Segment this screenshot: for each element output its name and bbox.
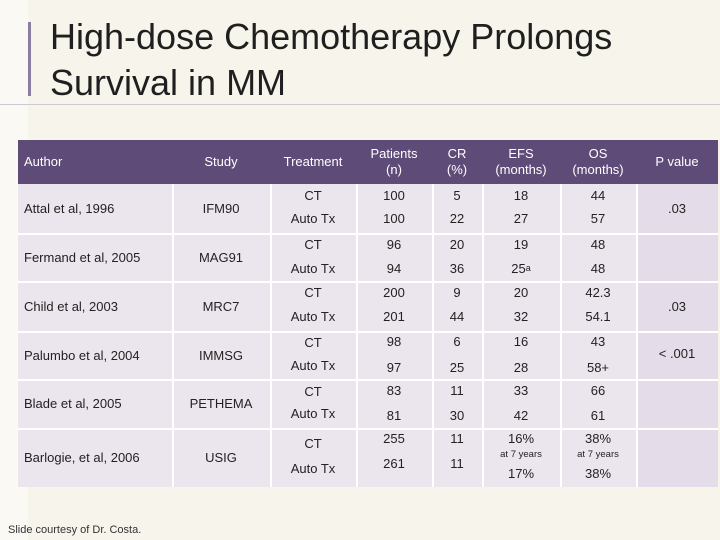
arm-os: 48: [590, 260, 606, 276]
arm-patients: 98: [386, 333, 402, 349]
arm-patients: 255: [383, 430, 405, 446]
row-author: Barlogie, et al, 2006: [24, 450, 140, 465]
arm-treatment: CT: [304, 284, 322, 300]
arm-patients: 97: [386, 359, 402, 375]
arm-cr: 22: [449, 211, 465, 226]
arm-treatment: CT: [304, 187, 322, 203]
header-study: Study: [172, 140, 270, 184]
arm-cr: 9: [453, 284, 461, 300]
efs-timepoint-label: at 7 years: [500, 448, 542, 460]
arm-efs: 16%: [507, 430, 535, 446]
arm-efs: 25: [511, 260, 526, 276]
slide-footnote: Slide courtesy of Dr. Costa.: [8, 524, 142, 536]
arm-treatment: Auto Tx: [290, 405, 336, 421]
header-author: Author: [18, 140, 172, 184]
os-timepoint-label: at 7 years: [577, 448, 619, 460]
arm-patients: 201: [383, 308, 405, 324]
arm-patients: 200: [383, 284, 405, 300]
arm-os: 38%: [584, 430, 612, 446]
header-patients-line1: Patients: [370, 146, 418, 161]
arm-os: 48: [590, 236, 606, 252]
arm-efs: 28: [513, 359, 529, 375]
arm-treatment: Auto Tx: [290, 260, 336, 276]
row-author: Palumbo et al, 2004: [24, 347, 140, 363]
arm-treatment: Auto Tx: [290, 357, 336, 373]
arm-patients: 81: [386, 407, 402, 423]
row-study: USIG: [205, 450, 237, 465]
arm-cr: 36: [449, 260, 465, 276]
header-efs-line2: (months): [495, 162, 547, 177]
arm-cr: 20: [449, 236, 465, 252]
arm-treatment: CT: [304, 334, 322, 350]
row-study: IFM90: [202, 201, 240, 216]
arm-efs: 33: [513, 382, 529, 398]
header-pvalue: P value: [636, 140, 718, 184]
arm-os: 43: [590, 333, 606, 349]
arm-efs: 16: [513, 333, 529, 349]
row-study: MRC7: [202, 298, 240, 314]
row-author: Child et al, 2003: [24, 298, 118, 314]
arm-cr: 44: [449, 308, 465, 324]
arm-cr: 11: [450, 430, 464, 446]
arm-os: 61: [590, 407, 606, 423]
arm-os: 57: [590, 211, 606, 226]
arm-treatment: CT: [304, 435, 322, 451]
row-author: Attal et al, 1996: [24, 201, 115, 216]
arm-treatment: Auto Tx: [290, 308, 336, 324]
header-os-line2: (months): [572, 162, 624, 177]
arm-efs: 18: [513, 187, 529, 203]
arm-cr: 6: [453, 333, 461, 349]
arm-treatment: CT: [304, 383, 322, 399]
arm-treatment: Auto Tx: [290, 460, 336, 476]
arm-cr: 11: [450, 455, 464, 471]
header-os-line1: OS: [588, 146, 608, 161]
arm-os: 44: [590, 187, 606, 203]
arm-efs: 20: [513, 284, 529, 300]
arm-cr: 30: [449, 407, 465, 423]
arm-cr: 5: [453, 187, 461, 203]
header-cr: [432, 140, 482, 184]
arm-treatment: Auto Tx: [290, 211, 336, 226]
row-study: IMMSG: [198, 347, 244, 363]
arm-os: 54.1: [585, 308, 611, 324]
header-efs: [482, 140, 560, 184]
arm-os: 66: [590, 382, 606, 398]
header-patients-line2: (n): [386, 162, 402, 177]
header-treatment: Treatment: [270, 140, 356, 184]
slide-title: High-dose Chemotherapy Prolongs Survival in MM: [50, 16, 613, 103]
row-pvalue: .03: [667, 201, 687, 216]
header-efs-line1: EFS: [508, 146, 534, 161]
arm-efs: 19: [513, 236, 529, 252]
arm-patients: 94: [386, 260, 402, 276]
header-os: [560, 140, 636, 184]
row-pvalue: .03: [667, 298, 687, 314]
arm-efs: 27: [513, 211, 529, 226]
arm-cr: 25: [449, 359, 465, 375]
row-pvalue: < .001: [658, 345, 696, 361]
title-accent-bar: [28, 22, 31, 96]
row-study: PETHEMA: [189, 396, 253, 411]
arm-patients: 83: [386, 382, 402, 398]
arm-efs: 17%: [507, 465, 535, 481]
arm-efs: 42: [513, 407, 529, 423]
title-divider: [0, 104, 720, 105]
row-author: Fermand et al, 2005: [24, 249, 141, 265]
arm-patients: 261: [383, 455, 405, 471]
row-study: MAG91: [198, 249, 244, 265]
header-cr-line1: CR: [447, 146, 467, 161]
header-patients: [356, 140, 432, 184]
arm-os: 38%: [584, 465, 612, 481]
arm-efs-cell: [482, 255, 560, 281]
header-cr-line2: (%): [446, 162, 468, 177]
arm-patients: 96: [386, 236, 402, 252]
footnote-marker: a: [525, 263, 531, 273]
arm-efs: 32: [513, 308, 529, 324]
arm-patients: 100: [383, 187, 405, 203]
arm-cr: 11: [450, 382, 464, 398]
arm-os: 42.3: [585, 284, 611, 300]
arm-treatment: CT: [304, 236, 322, 252]
arm-patients: 100: [383, 211, 405, 226]
row-author: Blade et al, 2005: [24, 396, 122, 411]
arm-os: 58+: [586, 359, 610, 375]
